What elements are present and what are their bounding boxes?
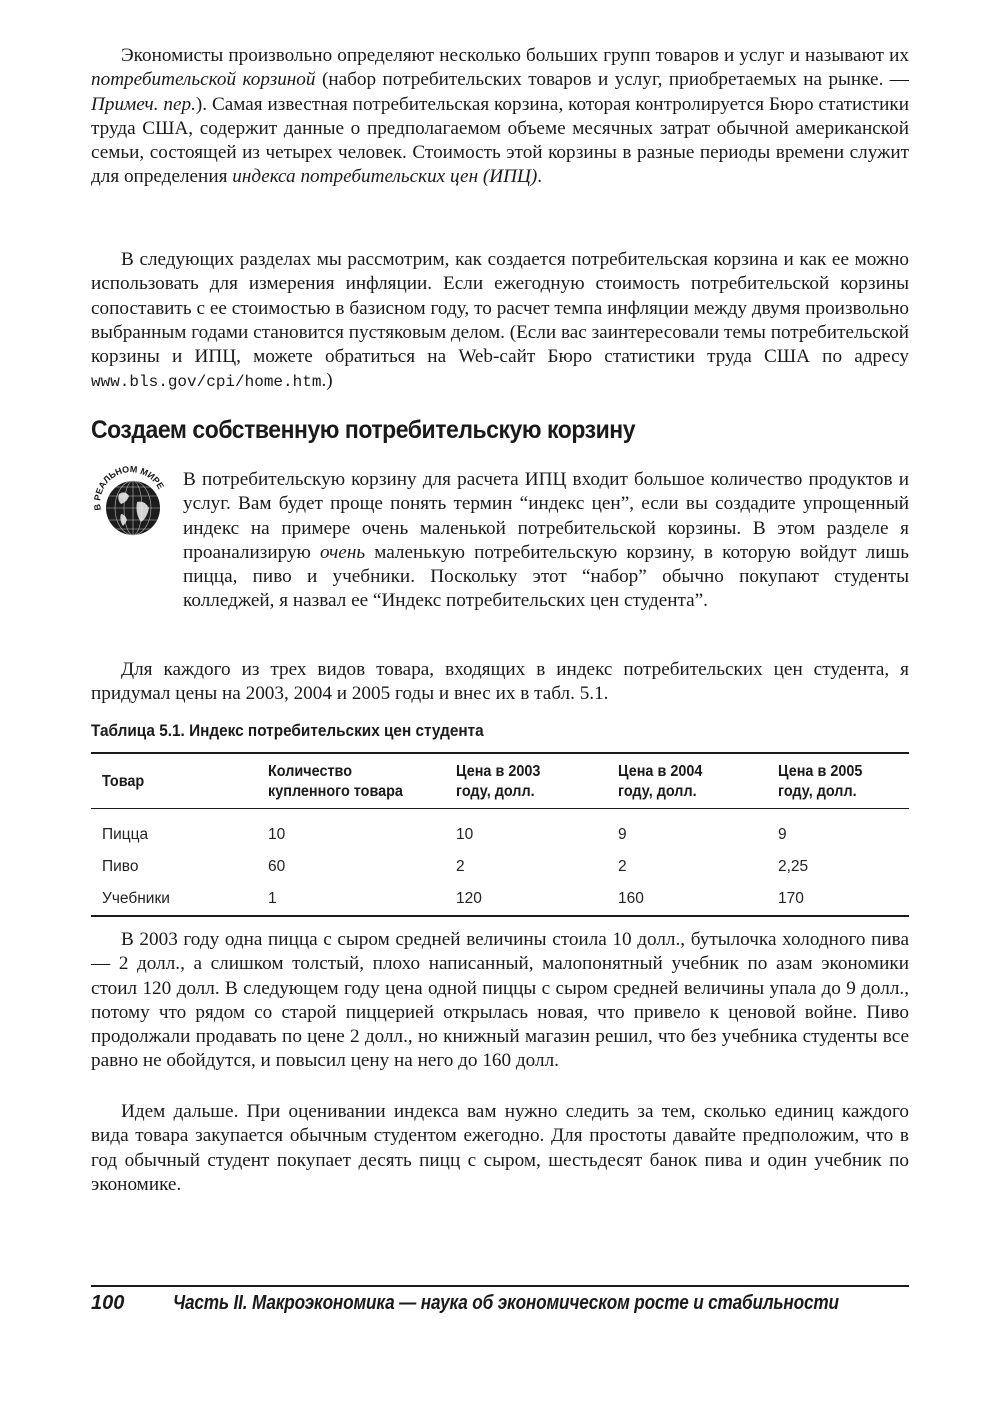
paragraph-next-sections	[91, 248, 909, 395]
table-caption: Таблица 5.1. Индекс потребительских цен студента	[91, 722, 484, 740]
text-run: .)	[321, 370, 333, 392]
italic-term: потребительской корзиной	[91, 69, 316, 91]
paragraph-consumer-basket-intro	[91, 44, 909, 190]
running-title: Часть II. Макроэкономика — наука об экономическом росте и стабильности	[173, 1292, 839, 1314]
paragraph-real-world-sidebar	[183, 468, 909, 614]
italic-term: индекса потребительских цен (ИПЦ)	[232, 166, 538, 188]
cell-price-2004: 160	[618, 889, 644, 907]
paragraph-price-story: В 2003 году одна пицца с сыром средней величины стоила 10 долл., бутылочка холодного пива — 2 долл., а слишком толстый, плохо написанный, малопонятный учебник по азам экономики стоил 120 долл. В следующем году цена одной пиццы с сыром средней величины упала до 9 долл., потому что рядом со старой пиццерией открылась новая, что привело к ценовой войне. Пиво продолжали продавать по цене 2 долл., но книжный магазин решил, что без учебника студенты все равно не обойдутся, и повысил цену на него до 160 долл.	[91, 929, 909, 1072]
text-run: В потребительскую корзину для расчета ИПЦ входит большое количество продуктов и услуг. Вам будет проще понять термин “индекс цен”, если вы создадите упрощенный индекс на примере очень маленькой потребительской корзины. В этом разделе я проанализирую	[183, 469, 909, 563]
globe-icon-graphic	[91, 466, 169, 544]
text-run: .	[537, 166, 543, 188]
column-header-price-2005: Цена в 2005 году, долл.	[778, 763, 863, 800]
table-row	[91, 851, 909, 883]
text-run: В следующих разделах мы рассмотрим, как создается потребительская корзина и как ее можно использовать для измерения инфляции. Если ежегодную стоимость потребительской корзины сопоставить с ее стоимостью в базисном году, то расчет темпа инфляции между двумя произвольно выбранным годами становится пустяковым делом. (Если вас заинтересовали темы потребительской корзины и ИПЦ, можете обратиться на Web-сайт Бюро статистики труда США по адресу	[91, 249, 910, 368]
section-heading: Создаем собственную потребительскую корзину	[91, 416, 636, 444]
cell-quantity: 1	[268, 889, 277, 907]
cell-price-2003: 120	[456, 889, 482, 907]
bls-url-link[interactable]: www.bls.gov/cpi/home.htm	[91, 373, 322, 392]
cell-item: Пицца	[102, 825, 149, 843]
cell-price-2005: 9	[778, 825, 787, 843]
footer-divider	[91, 1285, 909, 1287]
cell-price-2005: 2,25	[778, 857, 809, 875]
text-run: маленькую потребительскую корзину, в которую войдут лишь пицца, пиво и учебники. Поскольку этот “набор” обычно покупают студенты колледжей, я назвал ее “Индекс потребительских цен студента”.	[183, 541, 910, 612]
cell-price-2003: 10	[456, 825, 474, 843]
page-number: 100	[91, 1292, 125, 1314]
column-header-quantity: Количество купленного товара	[268, 763, 403, 800]
cell-quantity: 10	[268, 825, 286, 843]
column-header-price-2003: Цена в 2003 году, долл.	[456, 763, 541, 800]
cell-price-2004: 2	[618, 857, 627, 875]
paragraph-quantities: Идем дальше. При оценивании индекса вам нужно следить за тем, сколько единиц каждого вида товара закупается обычным студентом ежегодно. Для простоты давайте предположим, что в год обычный студент покупает десять пицц с сыром, шестьдесят банок пива и один учебник по экономике.	[91, 1101, 909, 1195]
column-header-price-2004: Цена в 2004 году, долл.	[618, 763, 703, 800]
page-footer	[91, 1292, 909, 1315]
student-cpi-table	[91, 752, 909, 917]
cell-price-2005: 170	[778, 889, 804, 907]
text-run: ). Самая известная потребительская корзина, которая контролируется Бюро статистики труда США, содержит данные о предполагаемом объеме месячных затрат обычной американской семьи, состоящей из четырех человек. Стоимость этой корзины в разные периоды времени служит для определения	[91, 93, 909, 188]
italic-emphasis: очень	[320, 541, 366, 563]
table-row	[91, 819, 909, 851]
cell-quantity: 60	[268, 857, 286, 875]
cell-item: Учебники	[102, 889, 170, 907]
cell-price-2003: 2	[456, 857, 465, 875]
translator-note: Примеч. пер.	[91, 93, 196, 115]
paragraph-table-intro: Для каждого из трех видов товара, входящих в индекс потребительских цен студента, я придумал цены на 2003, 2004 и 2005 годы и внес их в табл. 5.1.	[91, 659, 909, 705]
cell-item: Пиво	[102, 857, 139, 875]
icon-label: В РЕАЛЬНОМ МИРЕ	[92, 466, 166, 512]
table-row	[91, 883, 909, 916]
cell-price-2004: 9	[618, 825, 627, 843]
table-header-row	[91, 753, 909, 809]
text-run: (набор потребительских товаров и услуг, приобретаемых на рынке. —	[315, 69, 909, 91]
column-header-item: Товар	[102, 773, 145, 790]
text-run: Экономисты произвольно определяют несколько больших групп товаров и услуг и называют их	[121, 45, 909, 66]
globe-icon	[91, 466, 169, 544]
